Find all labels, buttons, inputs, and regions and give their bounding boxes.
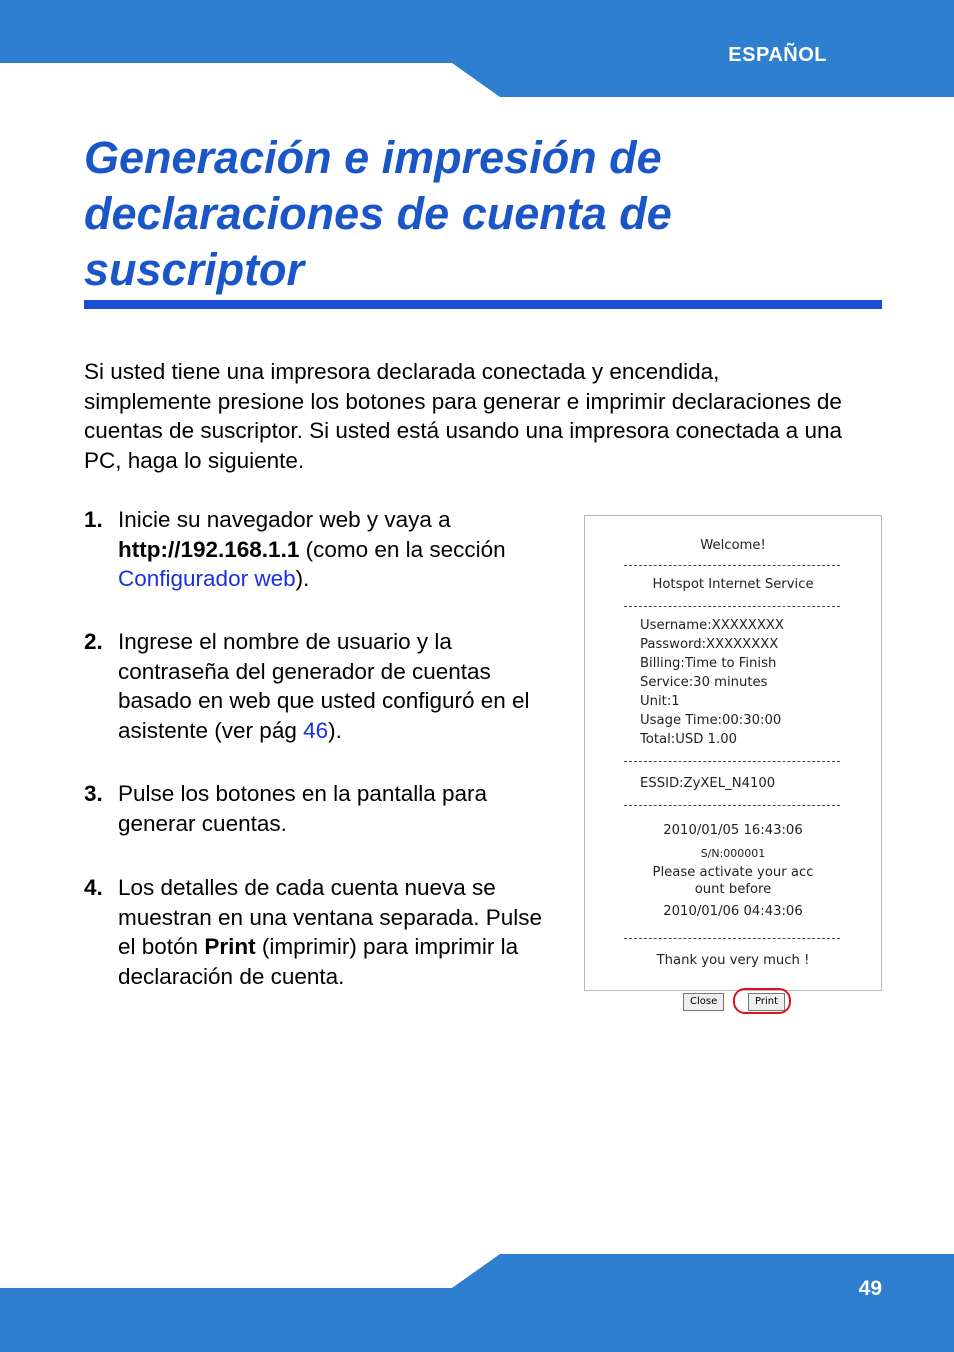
activate-notice-line-2: ount before xyxy=(694,882,772,897)
date-created: 2010/01/05 16:43:06 xyxy=(663,823,803,838)
step-3 xyxy=(84,779,564,838)
link-page-46[interactable]: 46 xyxy=(303,718,329,744)
title-rule xyxy=(84,300,882,309)
step-text: Ingrese el nombre de usuario y la contraseña del generador de cuentas basado en web que usted configuró en el asistente (ver pág 46). xyxy=(118,629,530,744)
page-number: 49 xyxy=(858,1277,882,1300)
step-text: Inicie su navegador web y vaya a http://192.168.1.1 (como en la sección Configurador web). xyxy=(118,507,506,592)
close-button[interactable]: Close xyxy=(683,993,724,1011)
link-configurador-web[interactable]: Configurador web xyxy=(118,566,296,592)
detail-total: Total:USD 1.00 xyxy=(640,732,737,747)
account-statement-screenshot xyxy=(584,515,882,991)
step-number: 1. xyxy=(84,507,103,532)
page-title: Generación e impresión de declaraciones de cuenta de suscriptor xyxy=(84,132,672,295)
serial-number: S/N:000001 xyxy=(700,847,766,860)
dashed-divider xyxy=(624,606,840,607)
detail-unit: Unit:1 xyxy=(640,694,680,709)
intro-paragraph: Si usted tiene una impresora declarada conectada y encendida, simplemente presione los botones para generar e imprimir declaraciones de cuentas de suscriptor. Si usted está usando una impresora conectada a una PC, haga lo siguiente. xyxy=(84,359,842,474)
screenshot-button-row xyxy=(584,990,880,1016)
detail-billing: Billing:Time to Finish xyxy=(640,656,777,671)
print-button[interactable]: Print xyxy=(748,993,785,1011)
dashed-divider xyxy=(624,805,840,806)
step-1 xyxy=(84,505,564,594)
step-number: 2. xyxy=(84,629,103,654)
print-highlight-ring xyxy=(733,988,791,1014)
welcome-text: Welcome! xyxy=(700,538,766,553)
footer-band xyxy=(0,1252,954,1352)
activate-notice-line-1: Please activate your acc xyxy=(652,865,814,880)
language-label: ESPAÑOL xyxy=(728,44,827,66)
step-text: Los detalles de cada cuenta nueva se muestran en una ventana separada. Pulse el botón Print (imprimir) para imprimir la declaración de cuenta. xyxy=(118,875,543,990)
detail-service: Service:30 minutes xyxy=(640,675,768,690)
essid: ESSID:ZyXEL_N4100 xyxy=(640,776,776,791)
dashed-divider xyxy=(624,761,840,762)
date-expire: 2010/01/06 04:43:06 xyxy=(663,904,803,919)
thanks-text: Thank you very much ! xyxy=(656,953,810,968)
detail-usage-time: Usage Time:00:30:00 xyxy=(640,713,782,728)
detail-password: Password:XXXXXXXX xyxy=(640,637,779,652)
step-number: 4. xyxy=(84,875,103,900)
detail-username: Username:XXXXXXXX xyxy=(640,618,784,633)
step-4 xyxy=(84,873,564,992)
dashed-divider xyxy=(624,565,840,566)
dashed-divider xyxy=(624,938,840,939)
step-text: Pulse los botones en la pantalla para generar cuentas. xyxy=(118,781,488,836)
service-name: Hotspot Internet Service xyxy=(652,577,814,592)
step-number: 3. xyxy=(84,781,103,806)
step-2 xyxy=(84,627,564,746)
